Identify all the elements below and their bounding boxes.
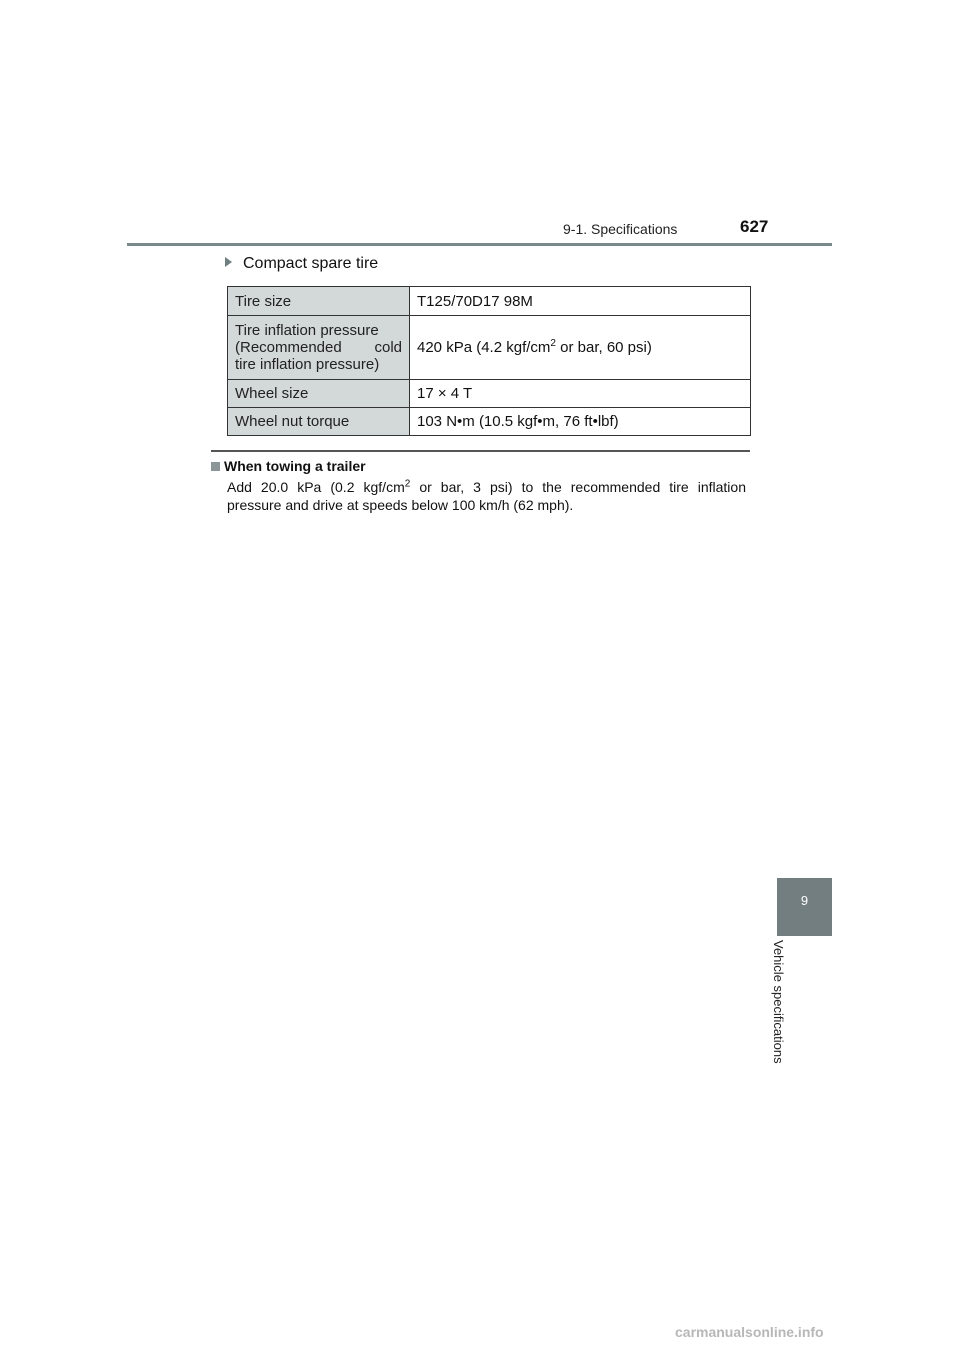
page-number: 627 [740, 217, 769, 236]
note-title [211, 458, 366, 474]
table-label: Tire size [228, 287, 410, 316]
table-row [228, 287, 751, 316]
table-row [228, 408, 751, 436]
table-value: 103 N•m (10.5 kgf•m, 76 ft•lbf) [410, 408, 751, 436]
note-text: or bar, 3 psi) to the recommended tire inflation [410, 479, 746, 495]
header-divider [127, 243, 832, 246]
note-line [227, 478, 746, 496]
section-header: 9-1. Specifications [563, 221, 678, 237]
watermark: carmanualsonline.info [675, 1324, 824, 1340]
triangle-right-icon [225, 257, 232, 267]
table-label: Wheel nut torque [228, 408, 410, 436]
chapter-tab: 9 [777, 878, 832, 936]
chapter-title [771, 940, 816, 1090]
note-divider [211, 450, 750, 452]
label-line: tire inflation pressure) [235, 356, 380, 373]
table-row [228, 380, 751, 408]
label-line: (Recommended cold [235, 339, 402, 356]
square-bullet-icon [211, 462, 220, 471]
subheading [225, 255, 378, 273]
table-value: 17 × 4 T [410, 380, 751, 408]
superscript: 2 [550, 338, 556, 349]
value-text: or bar, 60 psi) [555, 339, 652, 356]
table-row [228, 316, 751, 380]
table-label [228, 316, 410, 380]
value-text: 420 kPa (4.2 kgf/cm [417, 339, 551, 356]
note-body [227, 478, 746, 514]
label-line: Tire inflation pressure [235, 322, 379, 339]
superscript: 2 [404, 478, 411, 490]
table-value: T125/70D17 98M [410, 287, 751, 316]
note-text: Add 20.0 kPa (0.2 kgf/cm [227, 479, 405, 495]
note-line: pressure and drive at speeds below 100 km/h (62 mph). [227, 497, 574, 513]
table-label: Wheel size [228, 380, 410, 408]
table-value [410, 316, 751, 380]
note-title-text: When towing a trailer [224, 458, 366, 474]
chapter-title-text: Vehicle specifications [771, 940, 786, 1064]
spare-tire-spec-table [227, 286, 751, 436]
subheading-text: Compact spare tire [243, 255, 379, 272]
